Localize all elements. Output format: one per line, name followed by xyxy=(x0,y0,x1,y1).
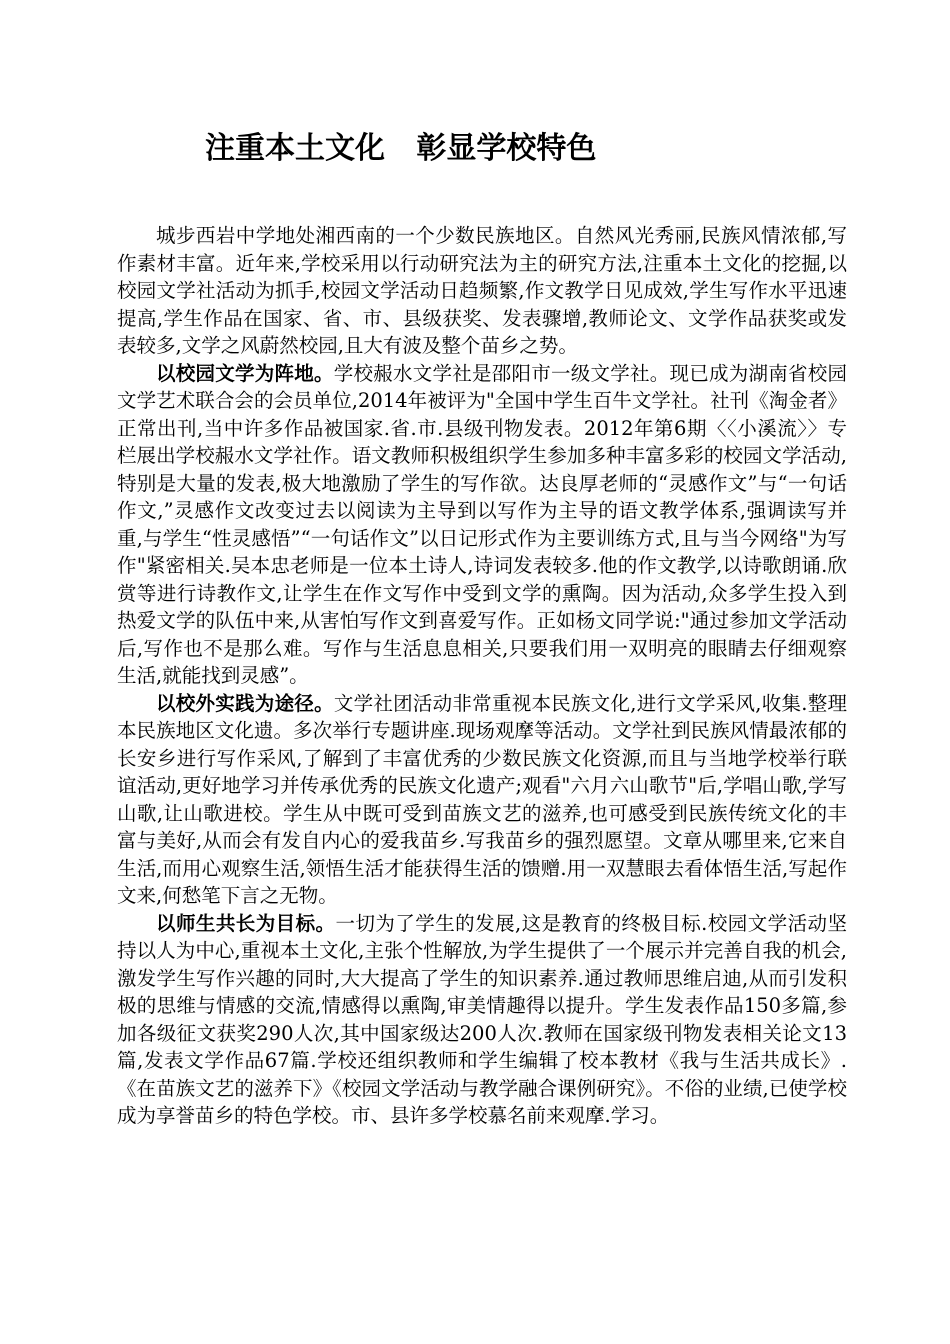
paragraph-text: 文学社团活动非常重视本民族文化,进行文学采风,收集.整理本民族地区文化遗。多次举行专题讲座.现场观摩等活动。文学社到民族风情最浓郁的长安乡进行写作采风,了解到了丰富优秀的少数民族文化资源,而且与当地学校举行联谊活动,更好地学习并传承优秀的民族文化遗产;观看"六月六山歌节"后,学唱山歌,学写山歌,让山歌进校。学生从中既可受到苗族文艺的滋养,也可感受到民族传统文化的丰富与美好,从而会有发自内心的爱我苗乡.写我苗乡的强烈愿望。文章从哪里来,它来自生活,而用心观察生活,领悟生活才能获得生活的馈赠.用一双慧眼去看体悟生活,写起作文来,何愁笔下言之无物。 xyxy=(117,691,847,907)
paragraph-text: 一切为了学生的发展,这是教育的终极目标.校园文学活动坚持以人为中心,重视本土文化,主张个性解放,为学生提供了一个展示并完善自我的机会,激发学生写作兴趣的同时,大大提高了学生的知识素养.通过教师思维启迪,从而引发积极的思维与情感的交流,情感得以熏陶,审美情趣得以提升。学生发表作品150多篇,参加各级征文获奖290人次,其中国家级达200人次.教师在国家级刊物发表相关论文13篇,发表文学作品67篇.学校还组织教师和学生编辑了校本教材《我与生活共成长》.《在苗族文艺的滋养下》《校园文学活动与教学融合课例研究》。不俗的业绩,已使学校成为享誉苗乡的特色学校。市、县许多学校慕名前来观摩.学习。 xyxy=(117,911,847,1127)
paragraph-lead: 以校园文学为阵地。 xyxy=(156,361,334,385)
paragraph-campus-literature xyxy=(117,360,847,690)
document-title: 注重本土文化 彰显学校特色 xyxy=(205,131,597,166)
paragraph-lead: 以师生共长为目标。 xyxy=(156,911,336,935)
paragraph-text: 学校赧水文学社是邵阳市一级文学社。现已成为湖南省校园文学艺术联合会的会员单位,2014年被评为"全国中学生百牛文学社。社刊《淘金者》正常出刊,当中许多作品被国家.省.市.县级刊物发表。2012年第6期〈〈小溪流〉〉专栏展出学校赧水文学社作。语文教师积极组织学生参加多种丰富多彩的校园文学活动,特别是大量的发表,极大地激励了学生的写作欲。达良厚老师的“灵感作文”与“一句话作文,”灵感作文改变过去以阅读为主导到以写作为主导的语文教学体系,强调读写并重,与学生“性灵感悟”“一句话作文”以日记形式作为主要训练方式,且与当今网络"为写作"紧密相关.吴本忠老师是一位本土诗人,诗词发表较多.他的作文教学,以诗歌朗诵.欣赏等进行诗教作文,让学生在作文写作中受到文学的熏陶。因为活动,众多学生投入到热爱文学的队伍中来,从害怕写作文到喜爱写作。正如杨文同学说:"通过参加文学活动后,写作也不是那么难。写作与生活息息相关,只要我们用一双明亮的眼睛去仔细观察生活,就能找到灵感”。 xyxy=(117,361,847,687)
paragraph-shared-growth xyxy=(117,910,847,1130)
paragraph-outside-practice xyxy=(117,690,847,910)
paragraph-lead: 以校外实践为途径。 xyxy=(156,691,334,715)
paragraph-intro xyxy=(117,222,847,360)
paragraph-text: 城步西岩中学地处湘西南的一个少数民族地区。自然风光秀丽,民族风情浓郁,写作素材丰富。近年来,学校采用以行动研究法为主的研究方法,注重本土文化的挖掘,以校园文学社活动为抓手,校园文学活动日趋频繁,作文教学日见成效,学生写作水平迅速提高,学生作品在国家、省、市、县级获奖、发表骤增,教师论文、文学作品获奖或发表较多,文学之风蔚然校园,且大有波及整个苗乡之势。 xyxy=(117,224,847,357)
document-body xyxy=(117,222,847,1130)
